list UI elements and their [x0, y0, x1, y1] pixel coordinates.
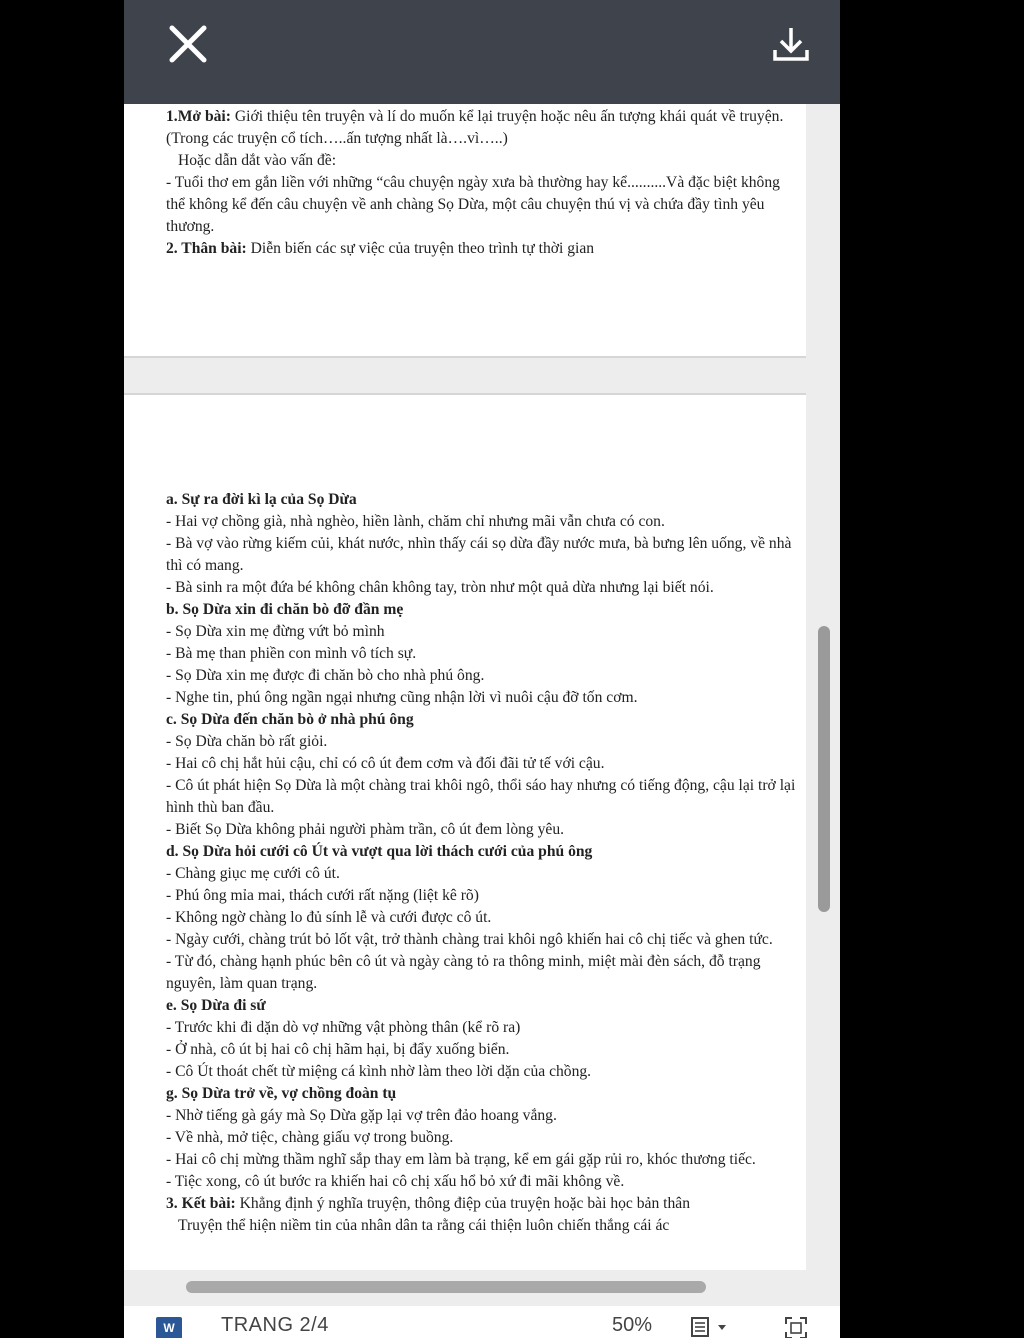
text-line: - Hai cô chị mừng thầm nghĩ sắp thay em làm bà trạng, kể em gái gặp rủi ro, khóc thương tiếc. [166, 1151, 756, 1168]
text-line: - Cô út phát hiện Sọ Dừa là một chàng trai khôi ngô, thổi sáo hay nhưng có tiếng động, cậu lại trở lại hình thù ban đầu. [166, 777, 796, 816]
text-line: - Nghe tin, phú ông ngần ngại nhưng cũng nhận lời vì nuôi cậu đỡ tốn cơm. [166, 689, 638, 706]
text-line: - Ngày cưới, chàng trút bỏ lốt vật, trở thành chàng trai khôi ngô khiến hai cô chị tiếc và ghen tức. [166, 931, 773, 948]
document-page-2 [124, 395, 806, 1270]
text-line: - Chàng giục mẹ cưới cô út. [166, 865, 340, 882]
vertical-scrollbar-thumb[interactable] [818, 626, 830, 912]
text-line: 2. Thân bài: Diễn biến các sự việc của truyện theo trình tự thời gian [166, 240, 595, 257]
text-line: 3. Kết bài: Khẳng định ý nghĩa truyện, thông điệp của truyện hoặc bài học bản thân [166, 1195, 690, 1212]
section-heading: e. Sọ Dừa đi sứ [166, 997, 266, 1014]
text-line: - Hai vợ chồng già, nhà nghèo, hiền lành, chăm chỉ nhưng mãi vẫn chưa có con. [166, 513, 665, 530]
horizontal-scrollbar-thumb[interactable] [186, 1281, 706, 1293]
text-line: - Sọ Dừa xin mẹ được đi chăn bò cho nhà phú ông. [166, 667, 485, 684]
text-line: - Nhờ tiếng gà gáy mà Sọ Dừa gặp lại vợ trên đảo hoang vắng. [166, 1107, 557, 1124]
text-line: 1.Mở bài: Giới thiệu tên truyện và lí do muốn kể lại truyện hoặc nêu ấn tượng khái quát về truyện. (Trong các truyện cổ tích…..ấn tượng nhất là….vì…..) [166, 108, 784, 147]
text-line: - Sọ Dừa xin mẹ đừng vứt bỏ mình [166, 623, 385, 640]
text-line: - Bà vợ vào rừng kiếm củi, khát nước, nhìn thấy cái sọ dừa đầy nước mưa, bà bưng lên uống, về nhà thì có mang. [166, 535, 792, 574]
text-line: - Trước khi đi dặn dò vợ những vật phòng thân (kể rõ ra) [166, 1019, 521, 1036]
text-line: - Không ngờ chàng lo đủ sính lễ và cưới được cô út. [166, 909, 492, 926]
text-line: - Phú ông mỉa mai, thách cưới rất nặng (liệt kê rõ) [166, 887, 479, 904]
section-heading: b. Sọ Dừa xin đi chăn bò đỡ đần mẹ [166, 601, 404, 618]
text-line: - Ở nhà, cô út bị hai cô chị hãm hại, bị đẩy xuống biển. [166, 1041, 510, 1058]
status-bar [124, 1306, 840, 1338]
document-viewer [124, 0, 840, 1338]
text-line: - Tiệc xong, cô út bước ra khiến hai cô chị xấu hổ bỏ xứ đi mãi không về. [166, 1173, 625, 1190]
text-line: - Về nhà, mở tiệc, chàng giấu vợ trong buồng. [166, 1129, 454, 1146]
text-line: - Tuổi thơ em gắn liền với những “câu chuyện ngày xưa bà thường hay kể..........Và đặc biệt không thể không kể đến câu chuyện về anh chàng Sọ Dừa, một câu chuyện thú vị và chứa đầy tình yêu thương. [166, 174, 780, 235]
close-icon[interactable] [166, 22, 210, 66]
text-line: - Biết Sọ Dừa không phải người phàm trần, cô út đem lòng yêu. [166, 821, 565, 838]
section-heading: g. Sọ Dừa trở về, vợ chồng đoàn tụ [166, 1085, 397, 1102]
section-heading: c. Sọ Dừa đến chăn bò ở nhà phú ông [166, 711, 414, 728]
text-line: - Sọ Dừa chăn bò rất giỏi. [166, 733, 328, 750]
document-page-1 [124, 104, 806, 356]
page1-text [166, 106, 802, 260]
top-toolbar [124, 0, 840, 104]
fit-screen-icon[interactable] [784, 1316, 808, 1338]
text-line: - Hai cô chị hắt hủi cậu, chỉ có cô út đem cơm và đối đãi tử tế với cậu. [166, 755, 605, 772]
text-line: - Cô Út thoát chết từ miệng cá kình nhờ làm theo lời dặn của chồng. [166, 1063, 592, 1080]
download-icon[interactable] [772, 26, 810, 64]
zoom-level[interactable]: 50% [612, 1314, 653, 1336]
word-app-icon: W [156, 1317, 182, 1338]
section-heading: d. Sọ Dừa hỏi cưới cô Út và vượt qua lời thách cưới của phú ông [166, 843, 593, 860]
page-divider [124, 356, 806, 358]
view-mode-icon[interactable] [690, 1316, 730, 1338]
text-line: - Bà mẹ than phiền con mình vô tích sự. [166, 645, 417, 662]
text-line: - Từ đó, chàng hạnh phúc bên cô út và ngày càng tỏ ra thông minh, miệt mài đèn sách, đỗ trạng nguyên, làm quan trạng. [166, 953, 761, 992]
text-line: Truyện thể hiện niềm tin của nhân dân ta rằng cái thiện luôn chiến thắng cái ác [178, 1217, 670, 1234]
text-line: Hoặc dẫn dắt vào vấn đề: [178, 152, 337, 169]
page2-text [166, 489, 802, 1237]
section-heading: a. Sự ra đời kì lạ của Sọ Dừa [166, 491, 357, 508]
text-line: - Bà sinh ra một đứa bé không chân không tay, tròn như một quả dừa nhưng lại biết nói. [166, 579, 714, 596]
page-indicator[interactable]: TRANG 2/4 [221, 1314, 329, 1336]
